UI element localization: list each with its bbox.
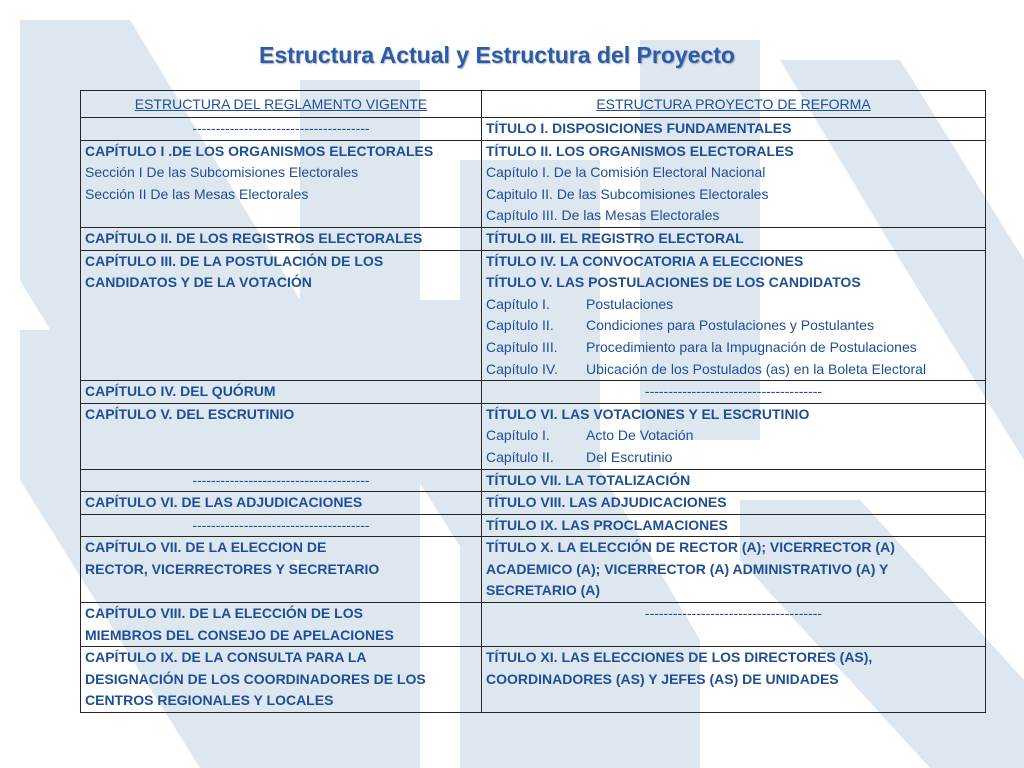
- chapter-number: Capítulo IV.: [486, 360, 558, 377]
- table-row: [81, 227, 986, 250]
- section-heading: MIEMBROS DEL CONSEJO DE APELACIONES: [85, 626, 394, 643]
- section-heading: CAPÍTULO I .DE LOS ORGANISMOS ELECTORALES: [85, 142, 434, 159]
- section-heading: TÍTULO VII. LA TOTALIZACIÓN: [486, 471, 691, 488]
- table-row: [81, 603, 986, 647]
- chapter-entry: [486, 337, 981, 359]
- header-reform-project: [482, 91, 986, 118]
- section-heading: ACADEMICO (A); VICERRECTOR (A) ADMINISTRATIVO (A) Y: [486, 560, 889, 577]
- header-label: ESTRUCTURA PROYECTO DE REFORMA: [596, 96, 871, 112]
- section-heading: CAPÍTULO II. DE LOS REGISTROS ELECTORALES: [85, 229, 423, 246]
- section-heading: CAPÍTULO IX. DE LA CONSULTA PARA LA: [85, 649, 367, 666]
- current-structure-cell: [81, 492, 482, 515]
- empty-placeholder-dashes: --------------------------------------: [192, 471, 370, 488]
- empty-placeholder-dashes: --------------------------------------: [192, 516, 370, 533]
- table-row: [81, 647, 986, 713]
- section-entry: Capítulo III. De las Mesas Electorales: [486, 207, 720, 224]
- empty-placeholder-dashes: --------------------------------------: [644, 383, 823, 400]
- table-row: [81, 250, 986, 381]
- section-entry: Capítulo I. De la Comisión Electoral Nacional: [486, 164, 766, 181]
- table-header-row: [81, 91, 986, 118]
- chapter-title: Del Escrutinio: [586, 448, 673, 465]
- reform-structure-cell: [482, 118, 986, 141]
- chapter-title: Procedimiento para la Impugnación de Postulaciones: [586, 338, 917, 355]
- section-entry: Capitulo II. De las Subcomisiones Electorales: [486, 185, 769, 202]
- table-row: [81, 381, 986, 404]
- section-heading: SECRETARIO (A): [486, 582, 601, 599]
- current-structure-cell: [81, 227, 482, 250]
- chapter-title: Ubicación de los Postulados (as) en la Boleta Electoral: [586, 360, 927, 377]
- chapter-number: Capítulo II.: [486, 317, 554, 334]
- section-heading: CANDIDATOS Y DE LA VOTACIÓN: [85, 274, 312, 291]
- chapter-entry: [486, 294, 981, 316]
- current-structure-cell: [81, 537, 482, 603]
- table-row: [81, 492, 986, 515]
- empty-placeholder-dashes: --------------------------------------: [644, 605, 823, 622]
- section-entry: Sección I De las Subcomisiones Electorales: [85, 164, 359, 181]
- section-heading: CAPÍTULO IV. DEL QUÓRUM: [85, 383, 276, 400]
- section-heading: CENTROS REGIONALES Y LOCALES: [85, 692, 334, 709]
- section-heading: CAPÍTULO VII. DE LA ELECCION DE: [85, 539, 327, 556]
- table-row: [81, 514, 986, 537]
- section-heading: TÍTULO VIII. LAS ADJUDICACIONES: [486, 494, 727, 511]
- section-heading: TÍTULO I. DISPOSICIONES FUNDAMENTALES: [486, 120, 792, 136]
- section-heading: COORDINADORES (AS) Y JEFES (AS) DE UNIDADES: [486, 670, 839, 687]
- chapter-entry: [486, 425, 981, 447]
- current-structure-cell: [81, 514, 482, 537]
- section-heading: TÍTULO XI. LAS ELECCIONES DE LOS DIRECTORES (AS),: [486, 649, 873, 666]
- table-row: [81, 118, 986, 141]
- reform-structure-cell: [482, 492, 986, 515]
- slide-title: Estructura Actual y Estructura del Proyecto: [259, 42, 735, 68]
- current-structure-cell: [81, 118, 482, 141]
- reform-structure-cell: [482, 227, 986, 250]
- chapter-entry: [486, 447, 981, 469]
- section-heading: TÍTULO III. EL REGISTRO ELECTORAL: [486, 229, 744, 246]
- current-structure-cell: [81, 603, 482, 647]
- chapter-entry: [486, 359, 981, 381]
- header-current-regulation: [81, 91, 482, 118]
- chapter-number: Capítulo I.: [486, 427, 550, 444]
- current-structure-cell: [81, 469, 482, 492]
- empty-placeholder-dashes: --------------------------------------: [192, 120, 370, 136]
- section-heading: TÍTULO IV. LA CONVOCATORIA A ELECCIONES: [486, 252, 804, 269]
- structure-comparison-table: [80, 90, 986, 713]
- reform-structure-cell: [482, 469, 986, 492]
- reform-structure-cell: [482, 647, 986, 713]
- chapter-entry: [486, 315, 981, 337]
- table-row: [81, 537, 986, 603]
- chapter-title: Acto De Votación: [586, 427, 694, 444]
- current-structure-cell: [81, 250, 482, 381]
- chapter-title: Condiciones para Postulaciones y Postulantes: [586, 317, 874, 334]
- header-label: ESTRUCTURA DEL REGLAMENTO VIGENTE: [134, 96, 428, 112]
- section-heading: CAPÍTULO V. DEL ESCRUTINIO: [85, 405, 295, 422]
- section-heading: TÍTULO V. LAS POSTULACIONES DE LOS CANDIDATOS: [486, 274, 861, 291]
- table-row: [81, 140, 986, 227]
- table-row: [81, 469, 986, 492]
- reform-structure-cell: [482, 140, 986, 227]
- section-heading: TÍTULO IX. LAS PROCLAMACIONES: [486, 516, 728, 533]
- chapter-number: Capítulo I.: [486, 295, 550, 312]
- section-heading: TÍTULO II. LOS ORGANISMOS ELECTORALES: [486, 142, 794, 159]
- reform-structure-cell: [482, 381, 986, 404]
- chapter-title: Postulaciones: [586, 295, 674, 312]
- section-heading: TÍTULO VI. LAS VOTACIONES Y EL ESCRUTINIO: [486, 405, 810, 422]
- current-structure-cell: [81, 140, 482, 227]
- current-structure-cell: [81, 403, 482, 469]
- table-row: [81, 403, 986, 469]
- section-heading: CAPÍTULO VIII. DE LA ELECCIÓN DE LOS: [85, 605, 363, 622]
- current-structure-cell: [81, 647, 482, 713]
- chapter-number: Capítulo II.: [486, 448, 554, 465]
- section-heading: CAPÍTULO VI. DE LAS ADJUDICACIONES: [85, 494, 363, 511]
- chapter-number: Capítulo III.: [486, 338, 558, 355]
- reform-structure-cell: [482, 603, 986, 647]
- reform-structure-cell: [482, 514, 986, 537]
- reform-structure-cell: [482, 250, 986, 381]
- section-heading: CAPÍTULO III. DE LA POSTULACIÓN DE LOS: [85, 252, 384, 269]
- reform-structure-cell: [482, 403, 986, 469]
- reform-structure-cell: [482, 537, 986, 603]
- section-heading: DESIGNACIÓN DE LOS COORDINADORES DE LOS: [85, 670, 426, 687]
- section-entry: Sección II De las Mesas Electorales: [85, 185, 309, 202]
- section-heading: RECTOR, VICERRECTORES Y SECRETARIO: [85, 560, 380, 577]
- section-heading: TÍTULO X. LA ELECCIÓN DE RECTOR (A); VICERRECTOR (A): [486, 539, 895, 556]
- current-structure-cell: [81, 381, 482, 404]
